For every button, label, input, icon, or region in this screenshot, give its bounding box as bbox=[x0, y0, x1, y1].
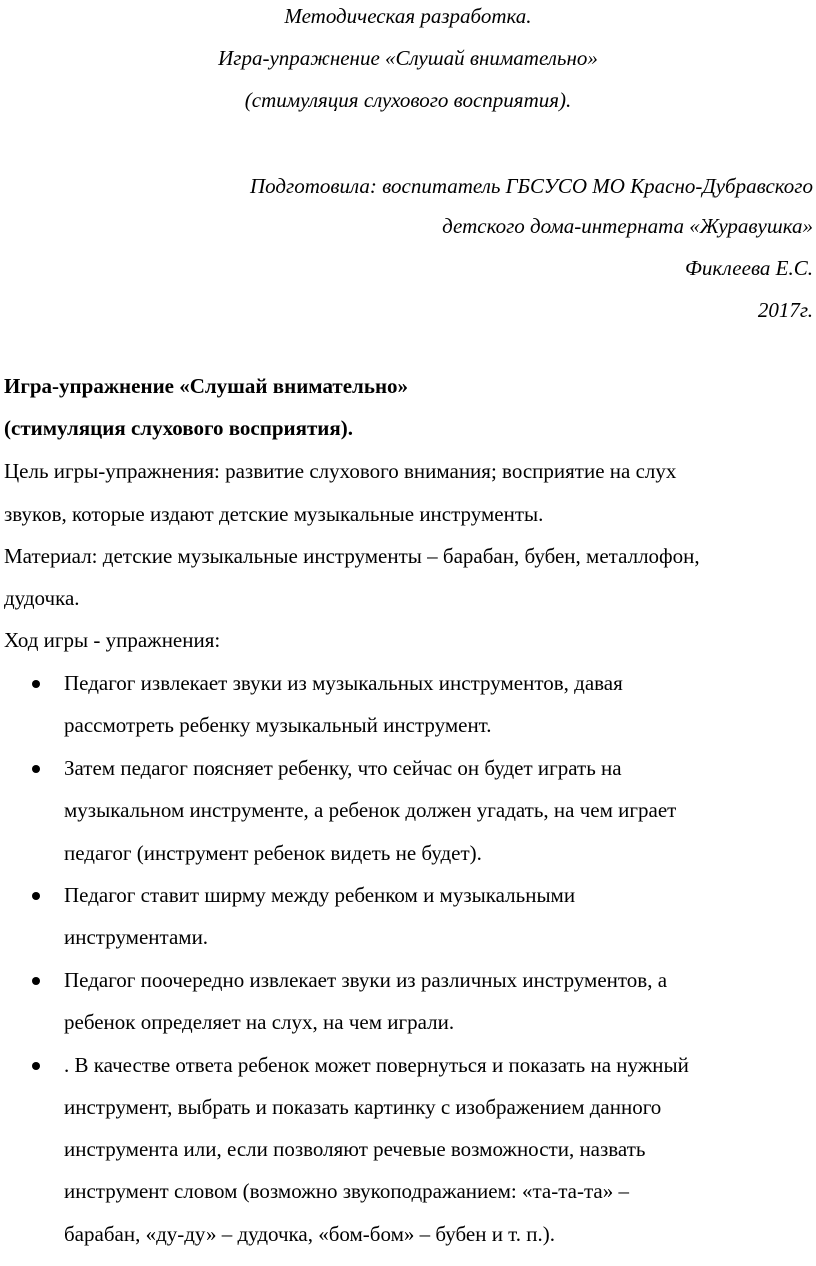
bullet-icon bbox=[32, 977, 40, 985]
author-line-2: детского дома-интерната «Журавушка» bbox=[442, 214, 813, 238]
list-item-line: педагог (инструмент ребенок видеть не будет). bbox=[64, 841, 482, 865]
list-item-line: инструмент, выбрать и показать картинку с изображением данного bbox=[64, 1095, 662, 1119]
author-line-1: Подготовила: воспитатель ГБСУСО МО Красно-Дубравского bbox=[250, 174, 813, 198]
list-item-line: инструмент словом (возможно звукоподражанием: «та-та-та» – bbox=[64, 1179, 629, 1203]
material-line-1: Материал: детские музыкальные инструменты – барабан, бубен, металлофон, bbox=[4, 544, 700, 568]
list-item-line: рассмотреть ребенку музыкальный инструмент. bbox=[64, 713, 492, 737]
list-item-line: инструментами. bbox=[64, 925, 209, 949]
bullet-icon bbox=[32, 680, 40, 688]
list-item-line: Педагог ставит ширму между ребенком и музыкальными bbox=[64, 883, 576, 907]
bullet-icon bbox=[32, 765, 40, 773]
author-name: Фиклеева Е.С. bbox=[684, 256, 813, 280]
goal-line-2: звуков, которые издают детские музыкальные инструменты. bbox=[4, 502, 544, 526]
progress-heading: Ход игры - упражнения: bbox=[4, 628, 221, 652]
material-line-2: дудочка. bbox=[4, 586, 80, 610]
doc-heading-type: Методическая разработка. bbox=[284, 4, 532, 28]
list-item-line: Педагог поочередно извлекает звуки из различных инструментов, а bbox=[64, 968, 668, 992]
doc-heading-subtitle: (стимуляция слухового восприятия). bbox=[244, 88, 572, 112]
list-item-line: ребенок определяет на слух, на чем играли. bbox=[64, 1010, 455, 1034]
list-item-line: Затем педагог поясняет ребенку, что сейчас он будет играть на bbox=[64, 756, 622, 780]
goal-line-1: Цель игры-упражнения: развитие слухового внимания; восприятие на слух bbox=[4, 459, 677, 483]
bullet-icon bbox=[32, 892, 40, 900]
doc-heading-title: Игра-упражнение «Слушай внимательно» bbox=[218, 46, 598, 70]
section-title: Игра-упражнение «Слушай внимательно» bbox=[4, 374, 409, 398]
list-item-line: инструмента или, если позволяют речевые возможности, назвать bbox=[64, 1137, 646, 1161]
list-item-line: барабан, «ду-ду» – дудочка, «бом-бом» – бубен и т. п.). bbox=[64, 1222, 556, 1246]
bullet-icon bbox=[32, 1062, 40, 1070]
list-item-line: Педагог извлекает звуки из музыкальных инструментов, давая bbox=[64, 671, 623, 695]
list-item-line: . В качестве ответа ребенок может повернуться и показать на нужный bbox=[64, 1053, 689, 1077]
list-item-line: музыкальном инструменте, а ребенок должен угадать, на чем играет bbox=[64, 798, 677, 822]
section-subtitle: (стимуляция слухового восприятия). bbox=[4, 416, 353, 440]
author-year: 2017г. bbox=[757, 298, 813, 322]
